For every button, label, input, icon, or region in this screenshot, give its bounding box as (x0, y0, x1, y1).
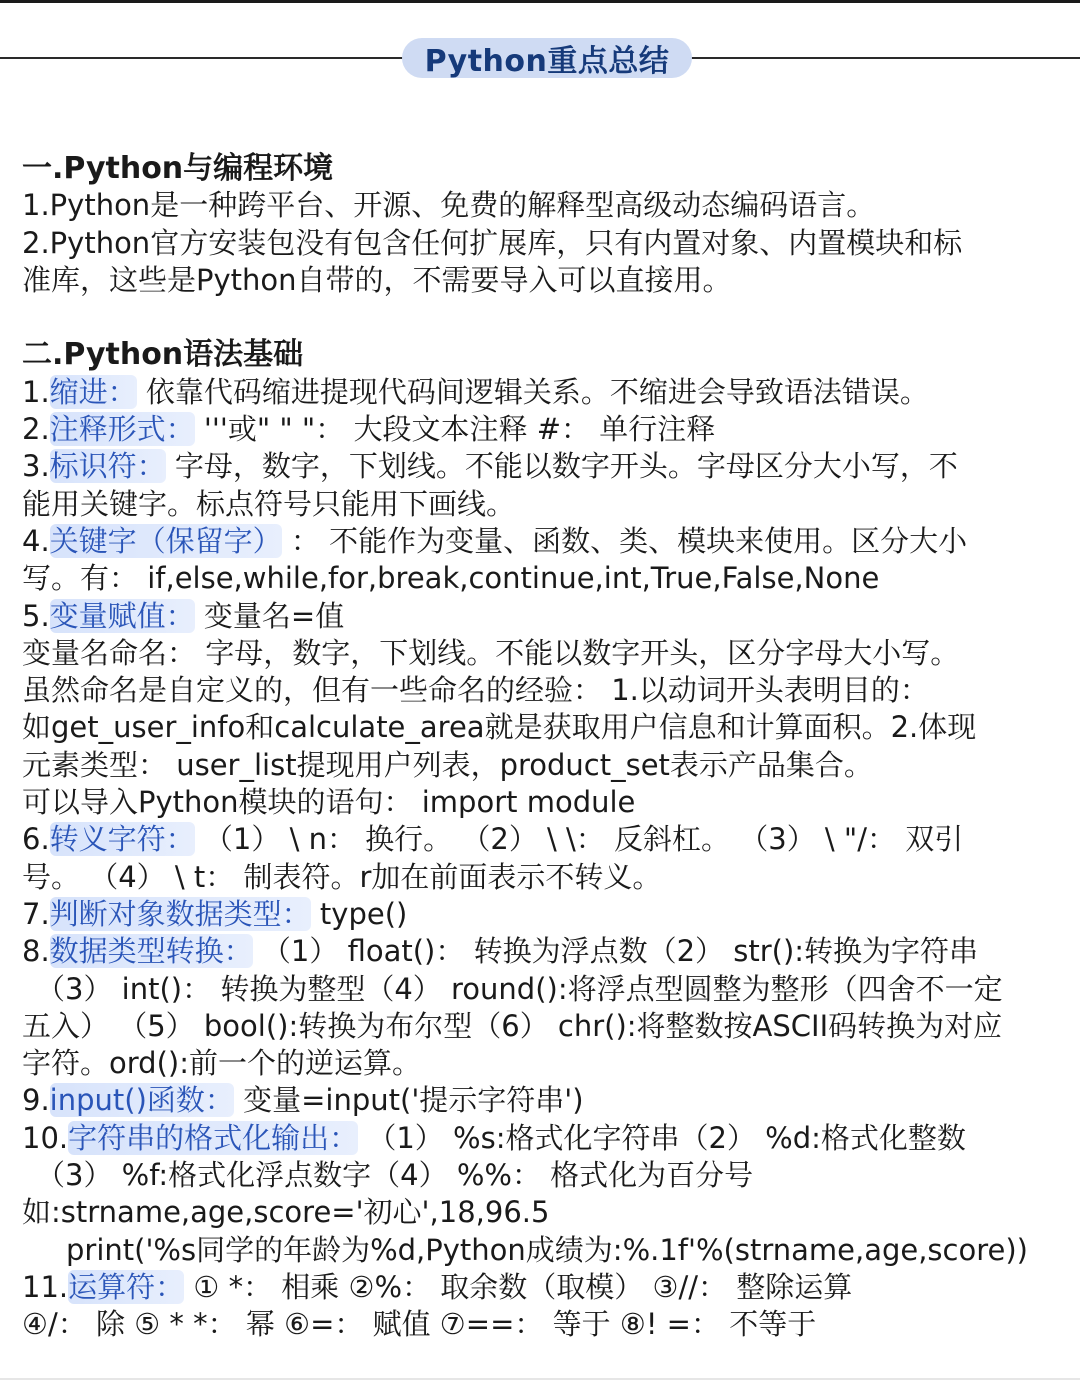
highlighted-term: 关键字（保留字） (49, 523, 282, 558)
paragraph-line: 2.Python官方安装包没有包含任何扩展库，只有内置对象、内置模块和标 (22, 225, 963, 260)
highlighted-term: 判断对象数据类型： (49, 896, 311, 931)
continuation-line: 字符。ord():前一个的逆运算。 (22, 1046, 421, 1081)
title-divider-right (680, 57, 1080, 59)
item-description: （1） %s:格式化字符串（2） %d:格式化整数 (358, 1120, 966, 1155)
continuation-line: 虽然命名是自定义的，但有一些命名的经验： 1.以动词开头表明目的： (22, 673, 929, 708)
highlighted-term: 字符串的格式化输出： (68, 1120, 359, 1155)
item-description: ： 不能作为变量、函数、类、模块来使用。区分大小 (281, 523, 968, 558)
syntax-item (22, 1120, 1058, 1157)
continuation-line: （3） %f:格式化浮点数字（4） %%： 格式化为百分号 (36, 1158, 754, 1193)
syntax-item (22, 448, 1058, 485)
highlighted-term: 数据类型转换： (49, 934, 253, 969)
highlighted-term: 运算符： (68, 1269, 185, 1304)
item-number: 6. (22, 822, 50, 857)
item-description: 变量名=值 (194, 598, 345, 633)
continuation-line: ④/： 除 ⑤ * *： 幂 ⑥=： 赋值 ⑦==： 等于 ⑧! =： 不等于 (22, 1307, 817, 1342)
highlighted-term: 缩进： (49, 374, 137, 409)
highlighted-term: 变量赋值： (49, 598, 195, 633)
title-divider-left (0, 57, 420, 59)
continuation-line: 号。 （4） \ t： 制表符。r加在前面表示不转义。 (22, 859, 662, 894)
item-description: ① *： 相乘 ②%： 取余数（取模） ③//： 整除运算 (184, 1269, 853, 1304)
continuation-line: 如get_user_info和calculate_area就是获取用户信息和计算面积。2.体现 (22, 710, 977, 745)
item-description: type() (310, 896, 408, 931)
section-gap (22, 299, 1058, 336)
highlighted-term: input()函数： (49, 1083, 234, 1118)
item-number: 8. (22, 934, 50, 969)
section-heading: 二.Python语法基础 (22, 337, 304, 373)
section-heading: 一.Python与编程环境 (22, 151, 334, 186)
paragraph-line: 准库，这些是Python自带的，不需要导入可以直接用。 (22, 262, 732, 297)
item-number: 5. (22, 598, 50, 633)
continuation-line: print('%s同学的年龄为%d,Python成绩为:%.1f'%(strname,age,score)) (66, 1232, 1028, 1267)
continuation-line: 变量名命名： 字母，数字，下划线。不能以数字开头，区分字母大小写。 (22, 635, 960, 670)
item-number: 10. (22, 1120, 69, 1155)
continuation-line: 五入） （5） bool():转换为布尔型（6） chr():将整数按ASCII码转换为对应 (22, 1008, 1003, 1043)
paragraph-line: 1.Python是一种跨平台、开源、免费的解释型高级动态编码语言。 (22, 188, 876, 223)
item-number: 4. (22, 523, 50, 558)
syntax-item (22, 523, 1058, 560)
item-number: 7. (22, 896, 50, 931)
highlighted-term: 转义字符： (49, 822, 195, 857)
syntax-item (22, 1269, 1058, 1306)
syntax-item (22, 1082, 1058, 1119)
document-body (22, 150, 1058, 1344)
syntax-item (22, 411, 1058, 448)
continuation-line: 能用关键字。标点符号只能用下画线。 (22, 486, 516, 521)
continuation-line: 写。有： if,else,while,for,break,continue,int,True,False,None (22, 561, 880, 596)
item-number: 2. (22, 412, 50, 447)
item-number: 11. (22, 1269, 69, 1304)
syntax-item-list (22, 374, 1058, 1344)
continuation-line: 可以导入Python模块的语句： import module (22, 785, 636, 820)
item-description: 依靠代码缩进提现代码间逻辑关系。不缩进会导致语法错误。 (136, 374, 929, 409)
continuation-line: 元素类型： user_list提现用户列表，product_set表示产品集合。 (22, 747, 873, 782)
item-description: 变量=input('提示字符串') (233, 1083, 584, 1118)
continuation-line: 如:strname,age,score='初心',18,96.5 (22, 1195, 550, 1230)
syntax-item (22, 896, 1058, 933)
continuation-line: （3） int()： 转换为整型（4） round():将浮点型圆整为整形（四舍不一定 (36, 971, 1003, 1006)
item-description: （1） \ n： 换行。 （2） \ \： 反斜杠。 （3） \ "/： 双引 (194, 822, 964, 857)
title-banner (402, 38, 692, 78)
top-border (0, 0, 1080, 3)
item-number: 3. (22, 449, 50, 484)
item-description: '''或" " "： 大段文本注释 #： 单行注释 (194, 412, 716, 447)
page-title: Python重点总结 (424, 44, 670, 79)
item-number: 9. (22, 1083, 50, 1118)
highlighted-term: 注释形式： (49, 412, 195, 447)
syntax-item (22, 933, 1058, 970)
syntax-item (22, 821, 1058, 858)
syntax-item (22, 374, 1058, 411)
highlighted-term: 标识符： (49, 449, 166, 484)
item-description: （1） float()： 转换为浮点数（2） str():转换为字符串 (252, 934, 979, 969)
item-number: 1. (22, 374, 50, 409)
item-description: 字母，数字，下划线。不能以数字开头。字母区分大小写，不 (165, 449, 958, 484)
syntax-item (22, 598, 1058, 635)
